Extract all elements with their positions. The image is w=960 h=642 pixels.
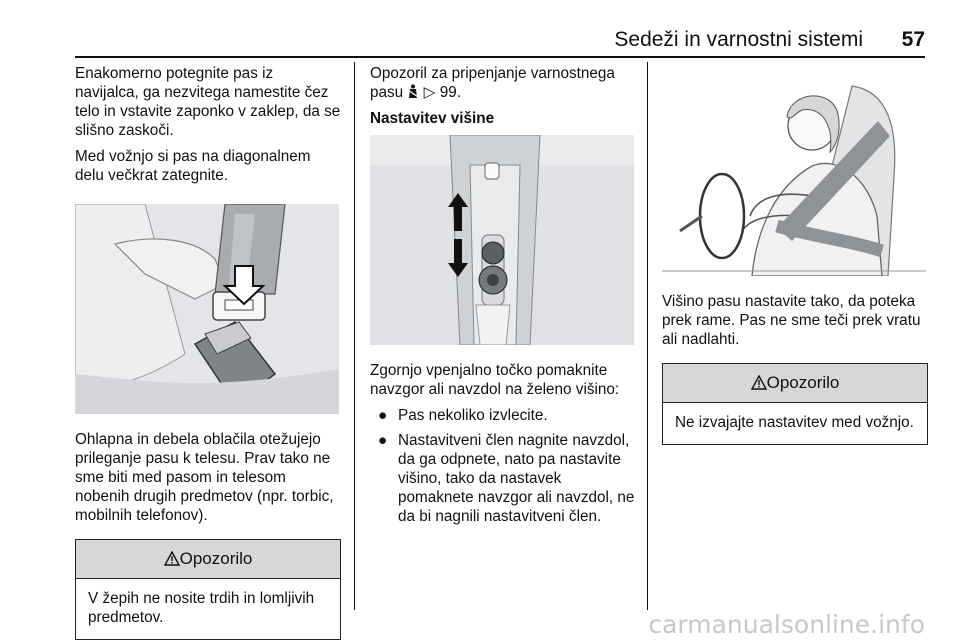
warning-text: V žepih ne nosite trdih in lomljivih predmetov.	[88, 590, 315, 626]
paragraph-text: Opozoril za pripenjanje varnostnega pasu	[370, 65, 615, 101]
seatbelt-icon	[407, 83, 419, 102]
column-divider	[647, 62, 648, 610]
paragraph: Zgornjo vpenjalno točko pomaknite navzgor ali navzdol na želeno višino:	[370, 362, 620, 398]
paragraph: Enakomerno potegnite pas iz navijalca, ga nezvitega namestite čez telo in vstavite zaponko v zaklep, da se slišno zaskoči.	[75, 65, 341, 139]
driver-seatbelt-illustration	[662, 66, 926, 276]
column-2	[370, 64, 638, 532]
bullet-list	[370, 406, 638, 526]
warning-title: Opozorilo	[179, 549, 253, 568]
warning-triangle-icon	[751, 364, 767, 402]
paragraph: Med vožnjo si pas na diagonalnem delu večkrat zategnite.	[75, 148, 311, 184]
buckle-illustration	[75, 204, 339, 414]
watermark: carmanualsonline.info	[648, 610, 925, 639]
column-1	[75, 64, 341, 640]
warning-box	[75, 539, 341, 640]
page-header	[75, 28, 925, 54]
column-3	[662, 64, 928, 445]
warning-box	[662, 363, 928, 445]
bullet-icon: ●	[378, 407, 388, 424]
page-number: 57	[901, 28, 925, 51]
paragraph	[370, 64, 638, 102]
column-divider	[354, 62, 355, 610]
height-adjuster-illustration	[370, 135, 634, 345]
bullet-icon: ●	[378, 432, 388, 449]
section-heading: Nastavitev višine	[370, 110, 495, 127]
ref-arrow-icon: ▷	[423, 84, 436, 101]
warning-title: Opozorilo	[766, 373, 840, 392]
warning-text: Ne izvajajte nastavitev med vožnjo.	[675, 414, 914, 431]
page-title: Sedeži in varnostni sistemi	[614, 28, 863, 51]
warning-header	[663, 364, 927, 403]
header-rule	[75, 56, 925, 58]
list-item: ● Pas nekoliko izvlecite.	[378, 407, 548, 424]
warning-triangle-icon	[164, 540, 180, 578]
page-reference[interactable]: 99.	[439, 84, 461, 101]
paragraph: Ohlapna in debela oblačila otežujejo prileganje pasu k telesu. Prav tako ne sme biti med pasom in telesom nobenih drugih predmetov (npr. torbic, mobilnih telefonov).	[75, 431, 334, 524]
list-item: ● Nastavitveni člen nagnite navzdol, da ga odpnete, nato pa nastavite višino, tako da nastavek pomaknete navzgor ali navzdol, ne da bi nagnili nastavitveni člen.	[378, 432, 635, 525]
paragraph: Višino pasu nastavite tako, da poteka prek rame. Pas ne sme teči prek vratu ali nadlahti.	[662, 293, 921, 348]
warning-header	[76, 540, 340, 579]
